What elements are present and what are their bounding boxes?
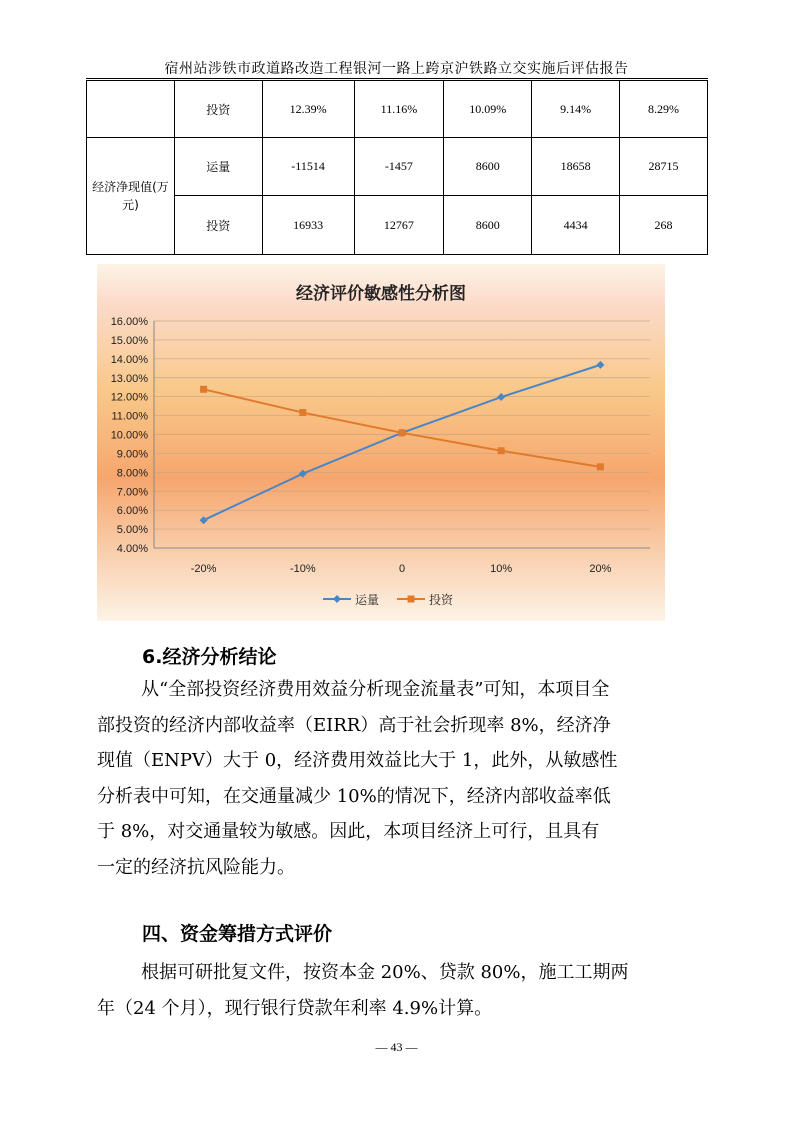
page-header: 宿州站涉铁市政道路改造工程银河一路上跨京沪铁路立交实施后评估报告 — [164, 61, 629, 77]
paragraph-line: 部投资的经济内部收益率（EIRR）高于社会折现率 8%，经济净 — [97, 714, 611, 736]
table-row — [87, 138, 708, 196]
x-tick-label: 20% — [589, 563, 612, 575]
paragraph-line: 年（24 个月），现行银行贷款年利率 4.9%计算。 — [97, 997, 493, 1019]
y-tick-label: 5.00% — [116, 524, 148, 537]
y-tick-label: 15.00% — [110, 334, 148, 347]
y-tick-label: 8.00% — [116, 467, 148, 480]
paragraph-line: 一定的经济抗风险能力。 — [97, 856, 295, 878]
y-tick-label: 6.00% — [116, 505, 148, 518]
table-factor-cell: 投资 — [174, 196, 262, 255]
y-tick-label: 7.00% — [116, 486, 148, 499]
paragraph-line: 分析表中可知，在交通量减少 10%的情况下，经济内部收益率低 — [97, 785, 611, 807]
paragraph-line: 于 8%，对交通量较为敏感。因此，本项目经济上可行，且具有 — [97, 821, 600, 842]
y-tick-label: 12.00% — [110, 391, 148, 404]
table-cell: 28715 — [620, 138, 708, 196]
table-cell: 10.09% — [444, 81, 532, 138]
table-cell: 8.29% — [620, 81, 708, 138]
x-tick-label: 0 — [398, 563, 406, 575]
table-cell: 268 — [620, 196, 708, 255]
table-row — [87, 196, 708, 255]
x-tick-label: -20% — [190, 563, 217, 575]
y-tick-label: 4.00% — [116, 543, 148, 555]
section-6-title: 6.经济分析结论 — [142, 646, 277, 668]
data-point — [299, 409, 306, 416]
table-cell: 4434 — [532, 196, 620, 255]
table-factor-cell: 投资 — [174, 81, 262, 138]
y-tick-label: 16.00% — [110, 316, 148, 328]
sensitivity-table — [86, 80, 708, 255]
section-6-paragraph — [97, 672, 697, 885]
chart-title: 经济评价敏感性分析图 — [296, 284, 466, 304]
y-tick-label: 14.00% — [110, 353, 148, 366]
table-cell: -11514 — [262, 138, 354, 196]
y-tick-label: 9.00% — [116, 448, 148, 461]
table-row — [87, 81, 708, 138]
table-cell: 11.16% — [354, 81, 444, 138]
section-4-title: 四、资金筹措方式评价 — [142, 923, 333, 945]
table-category-cell — [87, 81, 175, 138]
table-cell: -1457 — [354, 138, 444, 196]
data-point — [498, 447, 505, 454]
table-cell: 16933 — [262, 196, 354, 255]
table-category-cell: 经济净现值(万元) — [87, 138, 175, 255]
sensitivity-chart — [97, 264, 665, 621]
data-point — [597, 463, 604, 470]
y-tick-label: 10.00% — [110, 429, 148, 442]
page-number: — 43 — — [375, 1040, 418, 1054]
x-tick-label: 10% — [490, 563, 513, 575]
table-cell: 8600 — [444, 138, 532, 196]
legend-marker — [408, 596, 415, 603]
legend-label: 投资 — [429, 593, 454, 607]
table-factor-cell: 运量 — [174, 138, 262, 196]
chart-svg — [97, 264, 665, 621]
data-point — [200, 386, 207, 393]
paragraph-line: 现值（ENPV）大于 0，经济费用效益比大于 1，此外，从敏感性 — [97, 750, 618, 771]
paragraph-line: 从“全部投资经济费用效益分析现金流量表”可知，本项目全 — [141, 679, 610, 700]
y-tick-label: 11.00% — [111, 410, 148, 423]
header-rule — [86, 78, 708, 79]
table-cell: 18658 — [532, 138, 620, 196]
y-tick-label: 13.00% — [110, 372, 148, 385]
table-cell: 8600 — [444, 196, 532, 255]
legend-label: 运量 — [355, 593, 380, 607]
table-cell: 12767 — [354, 196, 444, 255]
x-tick-label: -10% — [289, 563, 316, 575]
paragraph-line: 根据可研批复文件，按资本金 20%、贷款 80%，施工工期两 — [141, 962, 629, 983]
table-cell: 9.14% — [532, 81, 620, 138]
table-cell: 12.39% — [262, 81, 354, 138]
section-4-paragraph — [97, 955, 697, 1026]
data-point — [399, 429, 406, 436]
